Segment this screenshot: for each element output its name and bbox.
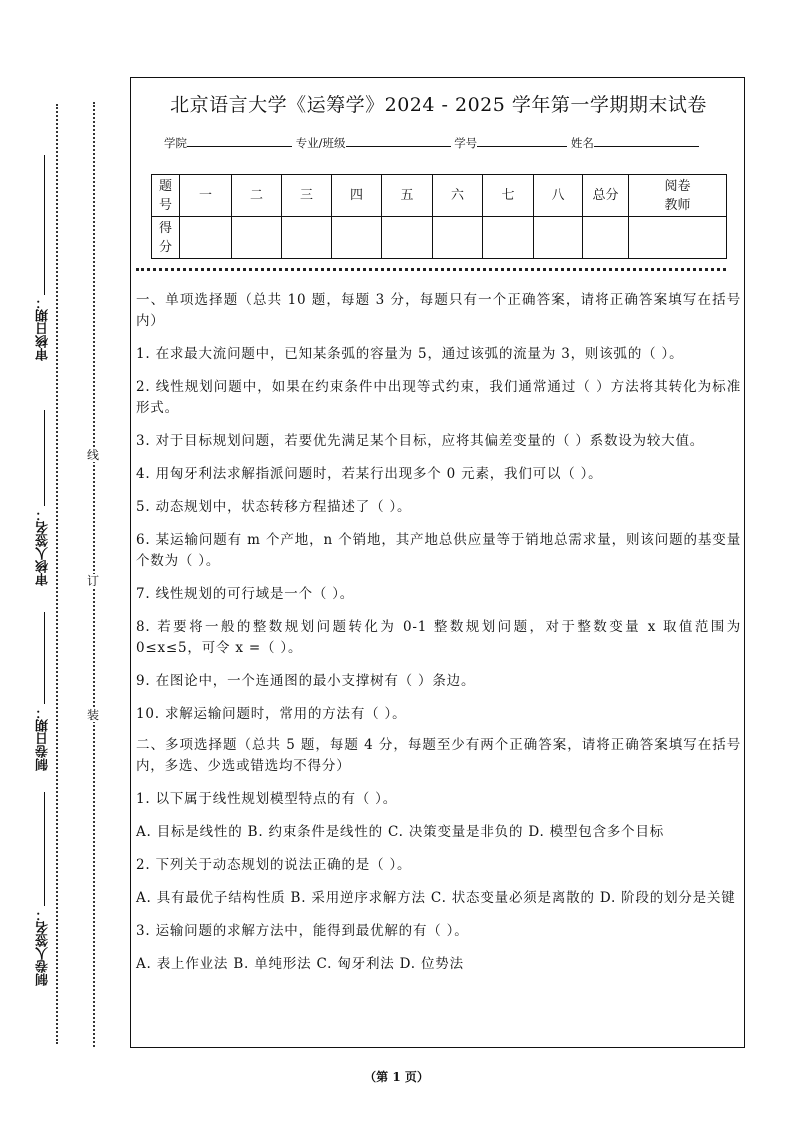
reviewer-sign-label: 审核人签名： (36, 508, 51, 586)
question-item: 2. 线性规划问题中，如果在约束条件中出现等式约束，我们通常通过（ ）方法将其转化为标准形式。 (136, 379, 741, 416)
binding-ding-char: 订 (86, 574, 99, 588)
exam-content (136, 290, 741, 987)
question-item: 4. 用匈牙利法求解指派问题时，若某行出现多个 0 元素，我们可以（ ）。 (136, 466, 603, 482)
header-col-7: 七 (483, 175, 534, 217)
section1-heading: 一、单项选择题（总共 10 题，每题 3 分，每题只有一个正确答案，请将正确答案填写在括号内） (136, 292, 741, 329)
options-item: A. 具有最优子结构性质 B. 采用逆序求解方法 C. 状态变量必须是离散的 D. 阶段的划分是关键 (136, 890, 736, 906)
score-cell-total[interactable] (583, 217, 629, 259)
header-col-1: 一 (180, 175, 232, 217)
score-cell-7[interactable] (483, 217, 534, 259)
score-table (151, 174, 727, 259)
exam-frame (130, 77, 745, 1048)
score-table-header-row (152, 175, 727, 217)
reviewer-sign-line (44, 410, 45, 506)
maker-sign-label: 制卷人签名： (36, 908, 51, 986)
exam-title: 北京语言大学《运筹学》2024 - 2025 学年第一学期期末试卷 (170, 94, 707, 116)
options-item: A. 表上作业法 B. 单纯形法 C. 匈牙利法 D. 位势法 (136, 956, 464, 972)
college-field[interactable] (187, 134, 292, 147)
maker-date-label: 制卷日期： (36, 706, 51, 771)
review-date-label: 审核日期： (36, 296, 51, 361)
binding-dotted-line-inner (56, 104, 58, 1044)
maker-sign-line (44, 792, 45, 906)
score-cell-5[interactable] (382, 217, 433, 259)
section2-heading: 二、多项选择题（总共 5 题，每题 4 分，每题至少有两个正确答案，请将正确答案填写在括号内，多选、少选或错选均不得分） (136, 737, 741, 774)
score-cell-reviewer[interactable] (629, 217, 727, 259)
header-col-2: 二 (232, 175, 282, 217)
binding-zhuang-char: 装 (86, 708, 99, 722)
page-number: （第 1 页） (364, 1070, 429, 1084)
score-cell-3[interactable] (282, 217, 332, 259)
student-id-label: 学号 (454, 136, 478, 150)
question-item: 9. 在图论中，一个连通图的最小支撑树有（ ）条边。 (136, 673, 476, 689)
question-item: 3. 运输问题的求解方法中，能得到最优解的有（ ）。 (136, 923, 469, 939)
question-item: 2. 下列关于动态规划的说法正确的是（ ）。 (136, 857, 412, 873)
header-col-reviewer: 阅卷 教师 (629, 175, 727, 217)
question-item: 1. 以下属于线性规划模型特点的有（ ）。 (136, 791, 398, 807)
college-label: 学院 (164, 136, 187, 150)
question-item: 5. 动态规划中，状态转移方程描述了（ ）。 (136, 499, 412, 515)
question-item: 3. 对于目标规划问题，若要优先满足某个目标，应将其偏差变量的（ ）系数设为较大值。 (136, 433, 705, 449)
header-col-3: 三 (282, 175, 332, 217)
score-cell-1[interactable] (180, 217, 232, 259)
question-item: 6. 某运输问题有 m 个产地，n 个销地，其产地总供应量等于销地总需求量，则该问题的基变量个数为（ ）。 (136, 532, 741, 569)
header-col-5: 五 (382, 175, 433, 217)
name-label: 姓名 (570, 136, 594, 150)
score-table-score-row (152, 217, 727, 259)
student-id-field[interactable] (477, 134, 567, 147)
score-cell-6[interactable] (433, 217, 483, 259)
major-label: 专业/班级 (295, 136, 346, 150)
maker-date-line (44, 612, 45, 704)
binding-line-char: 线 (86, 448, 99, 462)
score-cell-4[interactable] (332, 217, 382, 259)
question-item: 7. 线性规划的可行域是一个（ ）。 (136, 586, 355, 602)
options-item: A. 目标是线性的 B. 约束条件是线性的 C. 决策变量是非负的 D. 模型包含多个目标 (136, 824, 665, 840)
header-col-total: 总分 (583, 175, 629, 217)
header-col-6: 六 (433, 175, 483, 217)
question-item: 1. 在求最大流问题中，已知某条弧的容量为 5，通过该弧的流量为 3，则该弧的（ ）。 (136, 346, 684, 362)
score-cell-8[interactable] (534, 217, 583, 259)
question-item: 10. 求解运输问题时，常用的方法有（ ）。 (136, 706, 407, 722)
header-label-cell: 题 号 (152, 175, 180, 217)
header-col-4: 四 (332, 175, 382, 217)
student-info-row (164, 134, 699, 151)
major-field[interactable] (346, 134, 451, 147)
name-field[interactable] (594, 134, 699, 147)
review-date-line (44, 155, 45, 295)
score-label-cell: 得 分 (152, 217, 180, 259)
header-col-8: 八 (534, 175, 583, 217)
dotted-separator (136, 268, 726, 271)
score-cell-2[interactable] (232, 217, 282, 259)
question-item: 8. 若要将一般的整数规划问题转化为 0-1 整数规划问题，对于整数变量 x 取值范围为 0≤x≤5，可令 x =（ ）。 (136, 619, 741, 656)
